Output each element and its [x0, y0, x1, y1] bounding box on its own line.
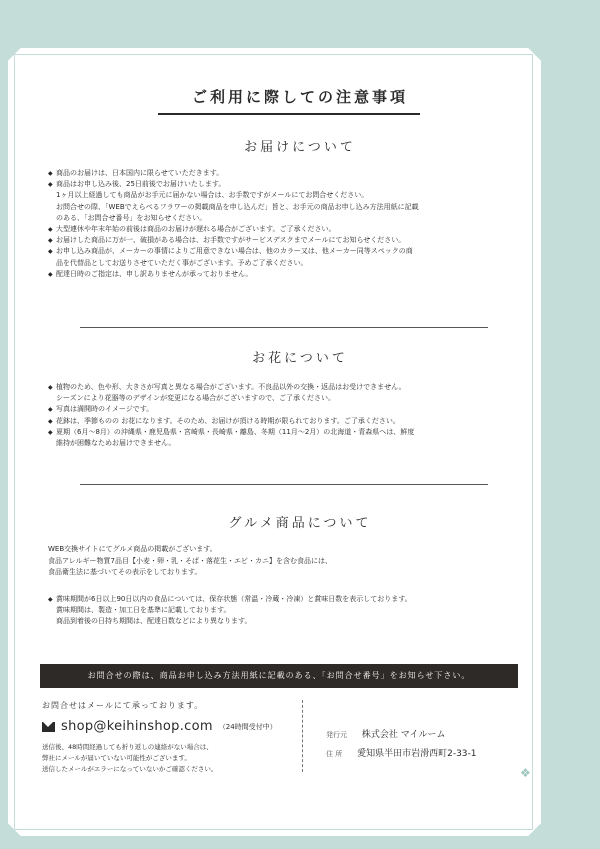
address-row	[326, 746, 477, 759]
section-divider	[80, 484, 488, 485]
email-link[interactable]: shop@keihinshop.com	[61, 719, 213, 734]
note-line: 商品到着後の日持ち期間は、配達日数などにより異なります。	[56, 617, 252, 626]
note-line: ◆ 夏期（6月〜8月）の沖縄県・鹿児島県・宮崎県・長崎県・離島、冬期（11月〜2月）の北海道・青森県へは、鮮度	[56, 427, 415, 436]
intro-line: 食品衛生法に基づいてその表示をしております。	[48, 568, 202, 577]
title-underline	[158, 113, 420, 115]
note-line: ◆ お届けした商品に万が一、破損がある場合は、お手数ですがサービスデスクまでメールにてお知らせください。	[56, 236, 406, 245]
note-item	[48, 269, 518, 280]
clover-ornament-icon: ✤	[522, 62, 532, 75]
email-row	[42, 719, 302, 734]
delivery-notes	[48, 168, 518, 280]
note-line: ◆ お申し込み商品が、メーカーの事情によりご用意できない場合は、他のカラー又は、他メーカー同等スペックの商	[56, 247, 413, 256]
note-line: ◆ 賞味期間が6日以上90日以内の食品については、保存状態（常温・冷蔵・冷凍）と賞味日数を表示しております。	[56, 595, 412, 603]
note-line: ◆ 商品のお届けは、日本国内に限らせていただきます。	[56, 169, 224, 177]
delivery-heading: お届けについて	[244, 140, 356, 155]
note-line: ◆ 写真は満開時のイメージです。	[56, 405, 154, 414]
note-item	[48, 416, 518, 427]
gourmet-notes	[48, 594, 518, 628]
address-text: 愛知県半田市岩滑西町2-33-1	[357, 749, 477, 759]
publisher-name: 株式会社 マイルーム	[361, 730, 446, 740]
note-line: 維持が困難なためお届けできません。	[56, 439, 176, 448]
note-item	[48, 404, 518, 415]
note-line: 賞味期間は、製造・加工日を基準に記載しております。	[56, 606, 231, 615]
note-line: のある、「お問合せ番号」をお知らせください。	[56, 213, 207, 222]
note-item	[48, 235, 518, 246]
contact-notes	[42, 742, 302, 775]
flowers-notes	[48, 382, 518, 449]
note-line: ◆ 大型連休や年末年始の前後は商品のお届けが遅れる場合がございます。ご了承ください。	[56, 225, 336, 234]
envelope-icon	[42, 722, 55, 732]
contact-title: お問合せはメールにて承っております。	[42, 701, 204, 710]
note-line: ◆ 花鉢は、季節ものの お花になります。そのため、お届けが頂ける時期が限られております。ご了承ください。	[56, 416, 400, 425]
publisher-label: 発行元	[326, 731, 347, 739]
gourmet-heading: グルメ商品について	[228, 516, 372, 531]
note-line: 送信したメールがエラーになっていないかご確認ください。	[42, 765, 218, 773]
note-line: ◆ 配達日時のご指定は、申し訳ありませんが承っておりません。	[56, 269, 253, 278]
note-item	[48, 224, 518, 235]
diamond-ornament-icon: ❖	[520, 766, 531, 780]
gourmet-intro	[48, 544, 518, 579]
note-line: シーズンにより花器等のデザインが変更になる場合がございますので、ご了承ください。	[56, 394, 336, 403]
intro-line: 食品アレルギー物質7品目【小麦・卵・乳・そば・落花生・エビ・カニ】を含む食品には、	[48, 556, 332, 565]
note-line: ◆ 植物のため、色や形、大きさが写真と異なる場合がございます。不良品以外の交換・返品はお受けできません。	[56, 383, 406, 391]
note-item	[48, 382, 518, 404]
page-title: ご利用に際しての注意事項	[191, 88, 408, 106]
contact-divider	[302, 700, 303, 772]
intro-line: WEB交換サイトにてグルメ商品の掲載がございます。	[48, 545, 217, 553]
note-line: 弊社にメールが届いていない可能性がございます。	[42, 754, 191, 762]
note-item	[48, 179, 518, 224]
note-line: 送信後、48時間経過しても折り返しの連絡がない場合は、	[42, 743, 213, 751]
note-line: 1ヶ月以上経過しても商品がお手元に届かない場合は、お手数ですがメールにてお問合せください。	[56, 191, 369, 200]
inquiry-banner: お問合せの際は、商品お申し込み方法用紙に記載のある、「お問合せ番号」をお知らせ下さい。	[40, 664, 518, 688]
note-item	[48, 594, 518, 628]
note-item	[48, 427, 518, 449]
note-line: ◆ 商品はお申し込み後、25日前後でお届けいたします。	[56, 180, 226, 189]
note-line: お問合せの際、「WEBでえらべるフラワーの掲載商品を申し込んだ」旨と、お手元の商品お申し込み方法用紙に記載	[56, 202, 419, 211]
publisher-row	[326, 727, 446, 740]
email-hours: （24時間受付中）	[218, 722, 277, 731]
section-divider	[80, 327, 488, 328]
note-item	[48, 246, 518, 268]
note-item	[48, 168, 518, 179]
address-label: 住 所	[326, 750, 343, 758]
contact-block	[42, 700, 302, 775]
flowers-heading: お花について	[252, 351, 348, 366]
note-line: 品を代替品としてお送りさせていただく事がございます。予めご了承ください。	[56, 258, 308, 267]
